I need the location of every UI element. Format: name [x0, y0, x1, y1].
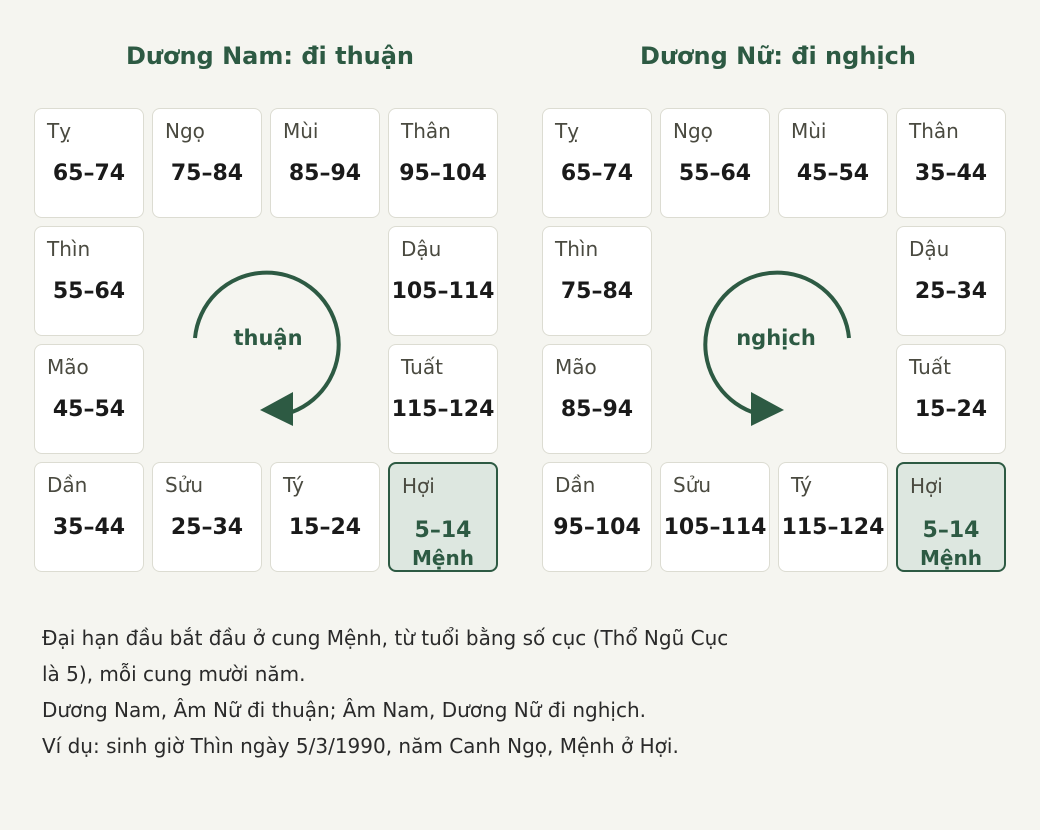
cell-mui	[270, 108, 380, 218]
cell-range: 55–64	[678, 161, 752, 186]
cell-name: Dậu	[909, 237, 950, 261]
cell-mao	[34, 344, 144, 454]
cell-name: Mão	[555, 355, 597, 379]
cell-name: Mùi	[283, 119, 319, 143]
cell-ty-snake	[542, 108, 652, 218]
cell-ty-rat	[270, 462, 380, 572]
cell-name: Ngọ	[165, 119, 205, 143]
cell-thin	[34, 226, 144, 336]
cell-name: Tuất	[909, 355, 951, 379]
cell-dan	[34, 462, 144, 572]
panel-duong-nam	[30, 0, 510, 590]
cell-ty-rat	[778, 462, 888, 572]
cell-range: 85–94	[560, 397, 634, 422]
cell-suu	[660, 462, 770, 572]
cell-range: 75–84	[170, 161, 244, 186]
cell-range: 25–34	[170, 515, 244, 540]
cell-range: 15–24	[914, 397, 988, 422]
cell-name: Mùi	[791, 119, 827, 143]
cell-name: Dậu	[401, 237, 442, 261]
cell-range: 115–124	[391, 397, 495, 422]
cell-range: 105–114	[663, 515, 767, 540]
cell-name: Sửu	[673, 473, 712, 497]
cell-name: Tỵ	[47, 119, 72, 143]
cell-name: Dần	[47, 473, 88, 497]
cell-name: Thân	[401, 119, 451, 143]
cell-dau	[388, 226, 498, 336]
cell-name: Hợi	[910, 474, 943, 498]
cell-hoi-menh	[388, 462, 498, 572]
cell-ty-snake	[34, 108, 144, 218]
cell-range: 55–64	[52, 279, 126, 304]
explanation-notes	[42, 620, 1002, 764]
cell-range: 45–54	[52, 397, 126, 422]
cell-range: 105–114	[391, 279, 495, 304]
cell-range: 15–24	[288, 515, 362, 540]
cell-range: 115–124	[781, 515, 885, 540]
panel-title: Dương Nữ: đi nghịch	[640, 42, 916, 70]
cell-name: Thìn	[555, 237, 599, 261]
panel-title: Dương Nam: đi thuận	[125, 42, 415, 70]
cell-name: Thân	[909, 119, 959, 143]
cell-name: Thìn	[47, 237, 91, 261]
cell-than	[388, 108, 498, 218]
cell-thin	[542, 226, 652, 336]
cell-range: 25–34	[914, 279, 988, 304]
cell-hoi-menh	[896, 462, 1006, 572]
cell-mui	[778, 108, 888, 218]
panel-duong-nu	[538, 0, 1018, 590]
cell-name: Tỵ	[555, 119, 580, 143]
note-line: Ví dụ: sinh giờ Thìn ngày 5/3/1990, năm Canh Ngọ, Mệnh ở Hợi.	[42, 734, 679, 758]
cell-range: 75–84	[560, 279, 634, 304]
note-line: là 5), mỗi cung mười năm.	[42, 662, 306, 686]
menh-label: Mệnh	[920, 546, 982, 570]
cell-ngo	[152, 108, 262, 218]
cell-name: Tuất	[401, 355, 443, 379]
cell-name: Tý	[283, 473, 304, 497]
cell-name: Tý	[791, 473, 812, 497]
cell-dan	[542, 462, 652, 572]
direction-label: thuận	[233, 326, 303, 350]
cell-range: 95–104	[553, 515, 641, 540]
cell-suu	[152, 462, 262, 572]
cell-dau	[896, 226, 1006, 336]
menh-label: Mệnh	[412, 546, 474, 570]
note-line: Dương Nam, Âm Nữ đi thuận; Âm Nam, Dương Nữ đi nghịch.	[42, 698, 647, 722]
cell-range: 85–94	[288, 161, 362, 186]
cell-range: 65–74	[560, 161, 634, 186]
cell-range: 95–104	[399, 161, 487, 186]
cell-name: Ngọ	[673, 119, 713, 143]
cell-name: Sửu	[165, 473, 204, 497]
cell-name: Dần	[555, 473, 596, 497]
cell-range: 5–14	[414, 518, 472, 543]
cell-tuat	[388, 344, 498, 454]
cell-ngo	[660, 108, 770, 218]
cell-range: 5–14	[922, 518, 980, 543]
cell-range: 45–54	[796, 161, 870, 186]
cell-name: Mão	[47, 355, 89, 379]
cell-tuat	[896, 344, 1006, 454]
direction-label: nghịch	[736, 326, 816, 350]
cell-than	[896, 108, 1006, 218]
cell-range: 35–44	[52, 515, 126, 540]
cell-range: 65–74	[52, 161, 126, 186]
cell-mao	[542, 344, 652, 454]
note-line: Đại hạn đầu bắt đầu ở cung Mệnh, từ tuổi bằng số cục (Thổ Ngũ Cục	[42, 626, 729, 650]
cell-name: Hợi	[402, 474, 435, 498]
cell-range: 35–44	[914, 161, 988, 186]
